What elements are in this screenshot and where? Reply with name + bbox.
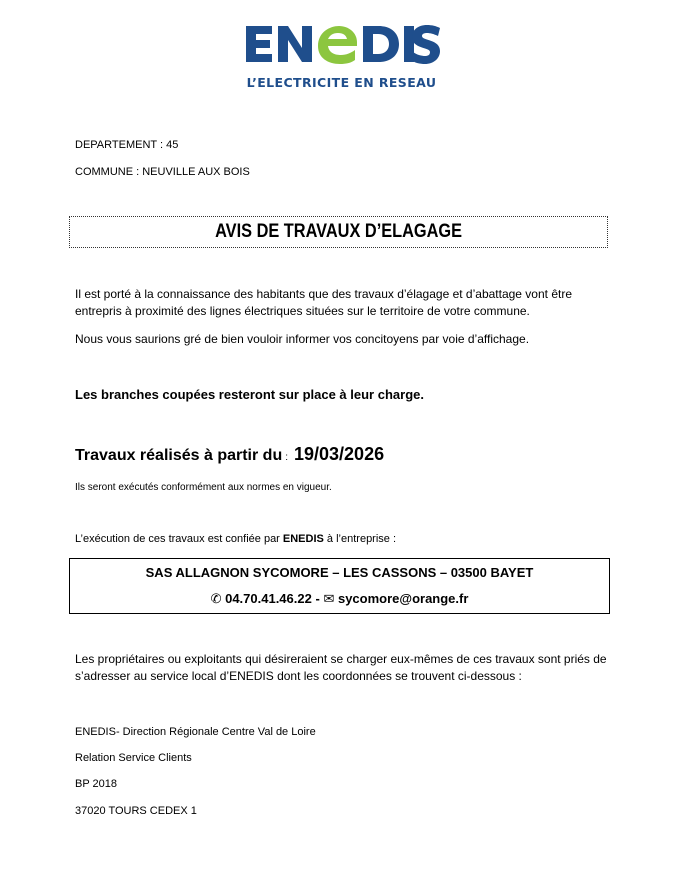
title-box bbox=[69, 216, 608, 248]
address-line-4: 37020 TOURS CEDEX 1 bbox=[75, 805, 197, 817]
enedis-wordmark bbox=[242, 22, 442, 66]
intro-paragraph-2: Nous vous saurions gré de bien vouloir informer vos concitoyens par voie d’affichage. bbox=[75, 332, 530, 346]
enedis-logo bbox=[0, 22, 683, 90]
company-box bbox=[69, 558, 610, 614]
norms-line: Ils seront exécutés conformément aux normes en vigueur. bbox=[75, 482, 332, 493]
page-title: AVIS DE TRAVAUX D’ELAGAGE bbox=[215, 221, 462, 242]
address-line-2: Relation Service Clients bbox=[75, 752, 192, 764]
works-start-colon: : bbox=[285, 452, 288, 463]
logo-tagline: L’ELECTRICITE EN RESEAU bbox=[246, 75, 437, 90]
company-email: sycomore@orange.fr bbox=[337, 591, 469, 606]
phone-icon: ✆ bbox=[210, 592, 222, 607]
works-start-label: Travaux réalisés à partir du bbox=[75, 447, 283, 464]
contact-separator: - bbox=[315, 591, 320, 606]
company-contact bbox=[70, 591, 609, 607]
execution-suffix: à l’entreprise : bbox=[323, 533, 397, 545]
departement-line: DEPARTEMENT : 45 bbox=[75, 139, 179, 151]
execution-prefix: L’exécution de ces travaux est confiée par bbox=[75, 533, 283, 545]
execution-company-ref: ENEDIS bbox=[282, 533, 324, 545]
branches-note: Les branches coupées resteront sur place à leur charge. bbox=[75, 387, 424, 402]
execution-line bbox=[75, 533, 396, 545]
works-start-line bbox=[75, 444, 384, 465]
intro-paragraph-1: Il est porté à la connaissance des habitants que des travaux d’élagage et d’abattage vont être entrepris à proximité des lignes électriques situées sur le territoire de votre commune. bbox=[75, 287, 573, 318]
address-line-1: ENEDIS- Direction Régionale Centre Val de Loire bbox=[75, 726, 316, 738]
commune-line: COMMUNE : NEUVILLE AUX BOIS bbox=[75, 166, 250, 178]
company-name: SAS ALLAGNON SYCOMORE – LES CASSONS – 03500 BAYET bbox=[145, 565, 534, 580]
company-phone: 04.70.41.46.22 bbox=[225, 591, 312, 606]
works-start-date: 19/03/2026 bbox=[294, 444, 385, 464]
envelope-icon: ✉ bbox=[323, 592, 335, 607]
enedis-wordmark-icon bbox=[242, 22, 442, 66]
address-line-3: BP 2018 bbox=[75, 778, 118, 790]
owners-paragraph: Les propriétaires ou exploitants qui désireraient se charger eux-mêmes de ces travaux sont priés de s’adresser au service local d’ENEDIS dont les coordonnées se trouvent ci-dessous : bbox=[75, 652, 607, 683]
